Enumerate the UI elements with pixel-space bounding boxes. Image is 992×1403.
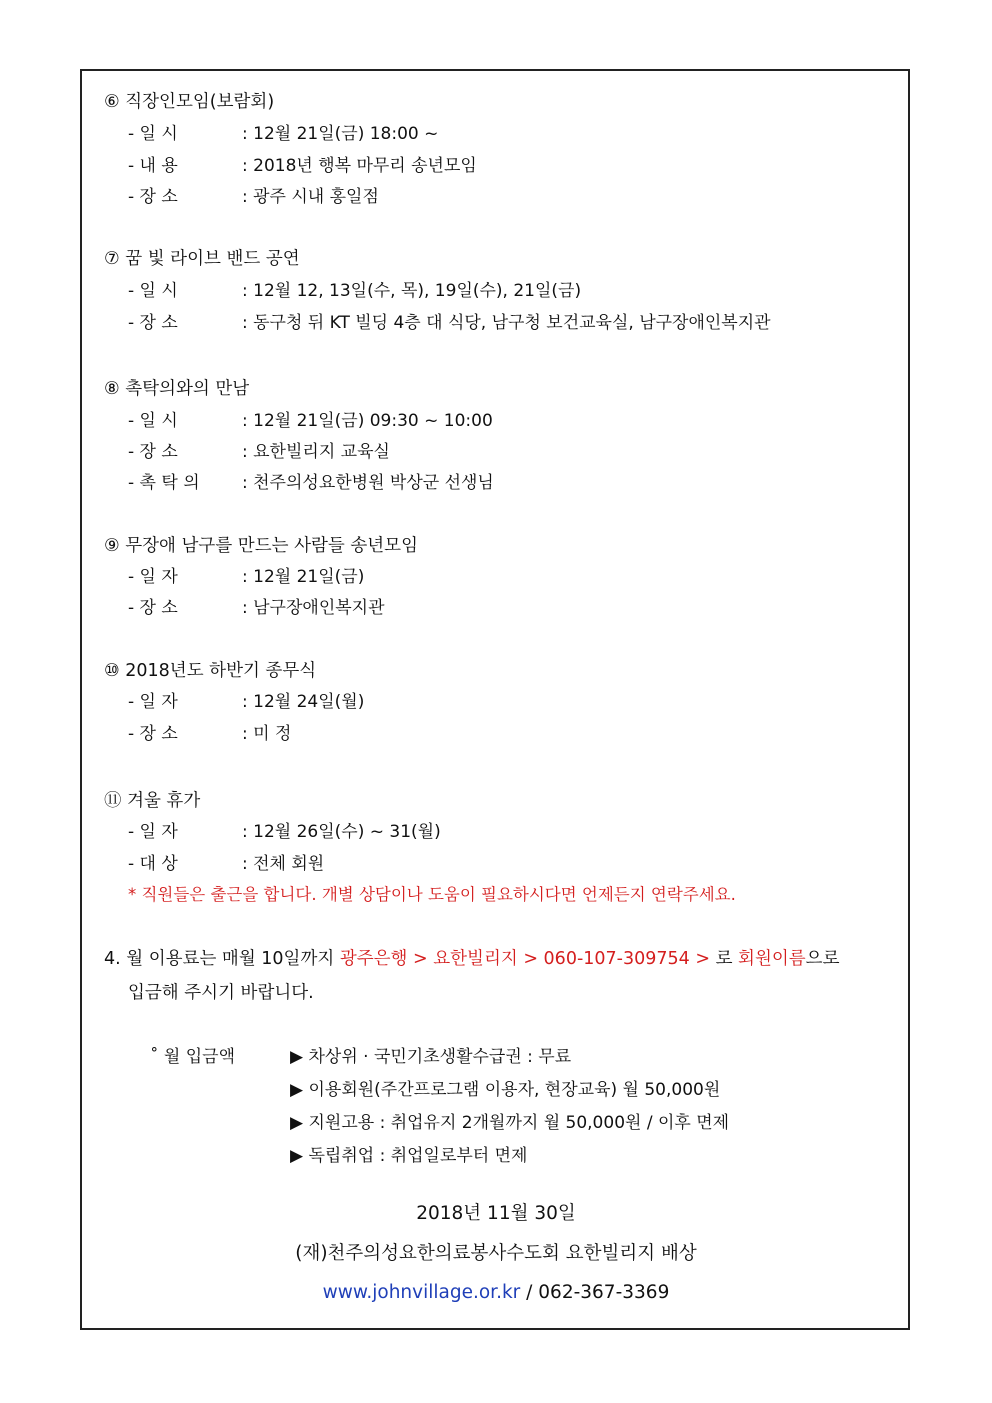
- section-title: ⑩ 2018년도 하반기 종무식: [104, 661, 317, 681]
- item-value: : 동구청 뒤 KT 빌딩 4층 대 식당, 남구청 보건교육실, 남구장애인복지관: [242, 313, 771, 333]
- item-value: : 12월 12, 13일(수, 목), 19일(수), 21일(금): [242, 281, 582, 301]
- section-item: [128, 821, 441, 843]
- item-key: - 대 상: [128, 854, 178, 874]
- item-key: - 장 소: [128, 187, 178, 207]
- section-title: ⑨ 무장애 남구를 만드는 사람들 송년모임: [104, 536, 418, 556]
- item-value: : 전체 회원: [242, 854, 325, 874]
- item-key: - 일 자: [128, 822, 178, 842]
- item-key: - 일 자: [128, 567, 178, 587]
- website-link[interactable]: www.johnvillage.or.kr: [322, 1282, 521, 1303]
- item-value: : 광주 시내 홍일점: [242, 187, 379, 207]
- fee-item: ▶ 지원고용 : 취업유지 2개월까지 월 50,000원 / 이후 면제: [290, 1113, 730, 1133]
- section-item: [128, 597, 385, 619]
- fee-item: ▶ 차상위 · 국민기초생활수급권 : 무료: [290, 1047, 572, 1067]
- item-key: - 일 시: [128, 124, 178, 144]
- section-item: [128, 472, 494, 494]
- section-item: [128, 691, 364, 713]
- item-key: - 내 용: [128, 156, 178, 176]
- section-item: [128, 410, 493, 432]
- phone-number: 062-367-3369: [538, 1282, 670, 1303]
- section-item: [128, 723, 291, 745]
- payment-notice-line2: 입금해 주시기 바랍니다.: [128, 983, 314, 1003]
- item-value: : 12월 24일(월): [242, 692, 365, 712]
- item-value: : 12월 21일(금) 09:30 ~ 10:00: [242, 411, 493, 431]
- item-key: - 일 자: [128, 692, 178, 712]
- issue-date: 2018년 11월 30일: [416, 1203, 576, 1224]
- item-key: - 장 소: [128, 313, 178, 333]
- item-value: : 미 정: [242, 724, 292, 744]
- fee-label: ˚ 월 입금액: [150, 1047, 235, 1067]
- section-title: ⑥ 직장인모임(보람회): [104, 92, 275, 112]
- section-item: [128, 123, 438, 145]
- notice-mid: 로: [710, 949, 739, 969]
- section-title: ⑧ 촉탁의와의 만남: [104, 379, 250, 399]
- section-item: [128, 186, 379, 208]
- organization: (재)천주의성요한의료봉사수도회 요한빌리지 배상: [295, 1243, 697, 1264]
- section-item: [128, 566, 364, 588]
- item-key: - 장 소: [128, 598, 178, 618]
- staff-note: * 직원들은 출근을 합니다. 개별 상담이나 도움이 필요하시다면 언제든지 연락주세요.: [128, 885, 736, 904]
- item-value: : 남구장애인복지관: [242, 598, 385, 618]
- item-value: : 12월 21일(금): [242, 567, 365, 587]
- item-key: - 일 시: [128, 411, 178, 431]
- item-key: - 장 소: [128, 724, 178, 744]
- item-value: : 2018년 행복 마무리 송년모임: [242, 156, 477, 176]
- contact-separator: /: [520, 1282, 539, 1303]
- section-item: [128, 853, 324, 875]
- item-value: : 12월 26일(수) ~ 31(월): [242, 822, 441, 842]
- fee-item: ▶ 이용회원(주간프로그램 이용자, 현장교육) 월 50,000원: [290, 1080, 721, 1100]
- section-title: ⑪ 겨울 휴가: [104, 791, 201, 811]
- item-value: : 12월 21일(금) 18:00 ~: [242, 124, 439, 144]
- notice-prefix: 4. 월 이용료는 매월 10일까지: [104, 949, 340, 969]
- item-value: : 천주의성요한병원 박상군 선생님: [242, 473, 494, 493]
- fee-item: ▶ 독립취업 : 취업일로부터 면제: [290, 1146, 528, 1166]
- section-item: [128, 155, 477, 177]
- notice-suffix: 으로: [805, 949, 840, 969]
- payment-notice: [104, 948, 839, 970]
- section-item: [128, 280, 581, 302]
- contact-line: [0, 1281, 992, 1305]
- member-name-text: 회원이름: [738, 949, 806, 969]
- item-key: - 일 시: [128, 281, 178, 301]
- section-item: [128, 312, 771, 334]
- section-item: [128, 441, 390, 463]
- item-key: - 촉 탁 의: [128, 473, 200, 493]
- item-value: : 요한빌리지 교육실: [242, 442, 390, 462]
- bank-account: 광주은행 > 요한빌리지 > 060-107-309754 >: [339, 949, 711, 969]
- item-key: - 장 소: [128, 442, 178, 462]
- section-title: ⑦ 꿈 빛 라이브 밴드 공연: [104, 249, 300, 269]
